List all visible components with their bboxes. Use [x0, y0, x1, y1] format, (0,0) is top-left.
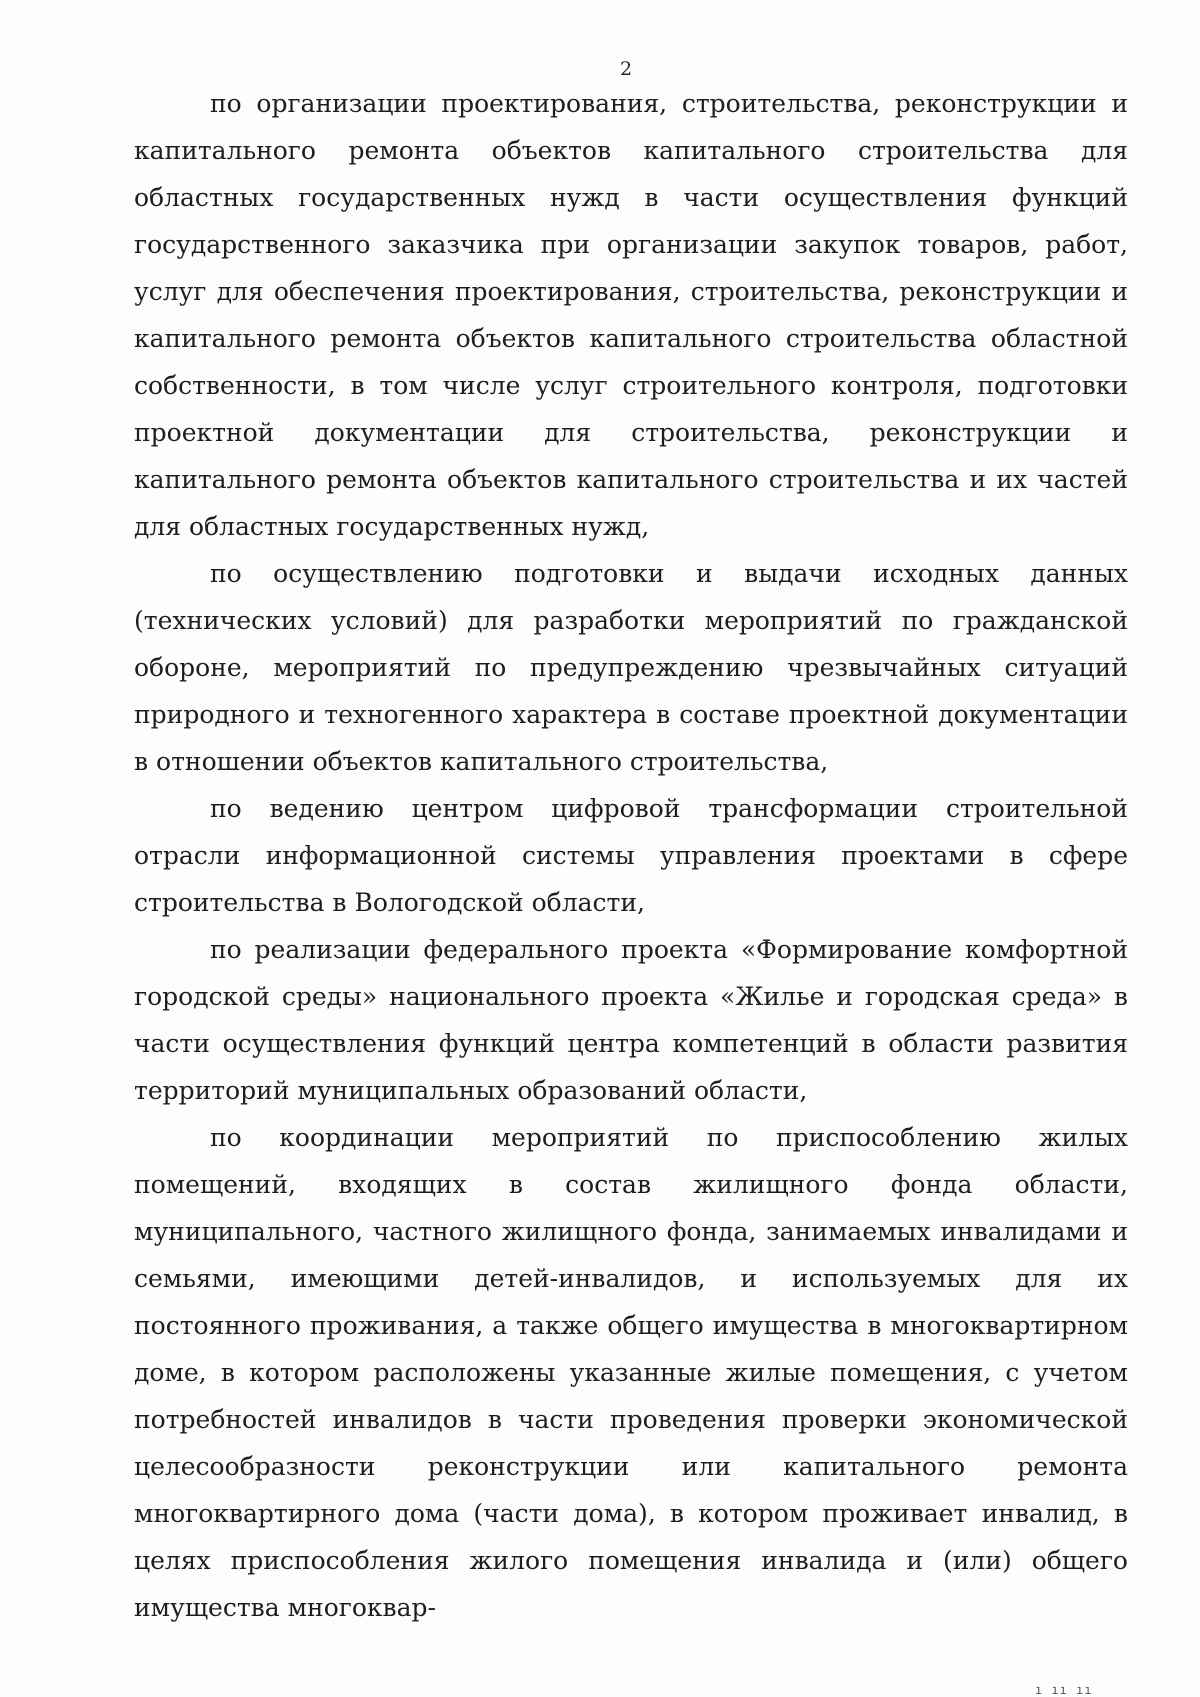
paragraph-urban-environment: по реализации федерального проекта «Формирование комфортной городской среды» национального проекта «Жилье и городская среда» в части осуществления функций центра компетенций в области развития территорий муниципальных образований области, — [134, 935, 1128, 1105]
body-text — [134, 80, 1128, 1631]
scan-edge-marks: ı ıı ıı — [1035, 1683, 1093, 1697]
paragraph-design-construction: по организации проектирования, строительства, реконструкции и капитального ремонта объектов капитального строительства для областных государственных нужд в части осуществления функций государственного заказчика при организации закупок товаров, работ, услуг для обеспечения проектирования, строительства, реконструкции и капитального ремонта объектов капитального строительства областной собственности, в том числе услуг строительного контроля, подготовки проектной документации для строительства, реконструкции и капитального ремонта объектов капитального строительства и их частей для областных государственных нужд, — [134, 89, 1128, 541]
paragraph-digital-transformation: по ведению центром цифровой трансформации строительной отрасли информационной системы управления проектами в сфере строительства в Вологодской области, — [134, 794, 1128, 917]
paragraph-disabled-housing: по координации мероприятий по приспособлению жилых помещений, входящих в состав жилищного фонда области, муниципального, частного жилищного фонда, занимаемых инвалидами и семьями, имеющими детей-инвалидов, и используемых для их постоянного проживания, а также общего имущества в многоквартирном доме, в котором расположены указанные жилые помещения, с учетом потребностей инвалидов в части проведения проверки экономической целесообразности реконструкции или капитального ремонта многоквартирного дома (части дома), в котором проживает инвалид, в целях приспособления жилого помещения инвалида и (или) общего имущества многоквар- — [134, 1123, 1128, 1622]
page-number: 2 — [620, 58, 633, 80]
paragraph-civil-defense: по осуществлению подготовки и выдачи исходных данных (технических условий) для разработки мероприятий по гражданской обороне, мероприятий по предупреждению чрезвычайных ситуаций природного и техногенного характера в составе проектной документации в отношении объектов капитального строительства, — [134, 559, 1128, 776]
